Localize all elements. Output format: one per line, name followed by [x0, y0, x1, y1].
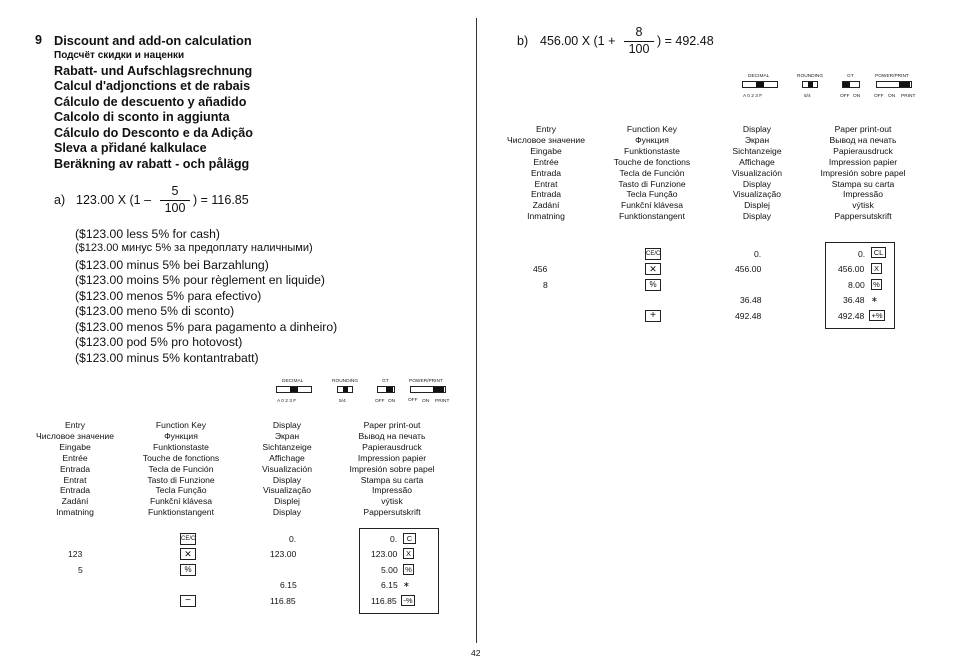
- table-header-paper: Вывод на печать: [829, 134, 897, 145]
- table-header-entry: Entry: [535, 124, 557, 134]
- example-a-denominator: 100: [164, 201, 186, 215]
- gt-on: ON: [853, 94, 861, 99]
- example-a-label: a): [54, 193, 66, 207]
- gt-switch: [377, 386, 395, 393]
- table-header-display: Sichtanzeige: [732, 145, 782, 156]
- table-header-paper: Вывод на печать: [358, 430, 426, 441]
- table-header-paper: výtisk: [852, 200, 874, 211]
- table-header-entry: Eingabe: [530, 145, 562, 156]
- table-header-display: Display: [272, 474, 302, 485]
- minus-key: −: [180, 595, 196, 607]
- decimal-switch: [276, 386, 312, 393]
- tape-value: 492.48: [838, 311, 865, 321]
- tape-symbol: ∗: [403, 580, 410, 589]
- tape-value: 6.15: [381, 580, 398, 590]
- power-print: PRINT: [901, 94, 916, 99]
- table-header-paper: Pappersutskrift: [834, 211, 892, 222]
- decimal-label: DECIMAL: [282, 379, 304, 384]
- table-header-entry: Числовое значение: [507, 134, 585, 145]
- table-header-display: Display: [272, 507, 302, 518]
- section-title-se: Beräkning av rabatt - och pålägg: [54, 157, 250, 171]
- power-label: POWER/PRINT: [875, 74, 909, 79]
- percent-key: %: [180, 564, 196, 576]
- table-header-function-key: Tasto di Funzione: [618, 178, 686, 189]
- table-header-entry: Entry: [64, 420, 86, 430]
- power-on: ON: [888, 94, 896, 99]
- entry-value: 456: [533, 264, 548, 274]
- table-header-display: Sichtanzeige: [262, 441, 312, 452]
- tape-symbol: C: [403, 533, 416, 544]
- power-switch: [876, 81, 912, 88]
- gt-label: GT: [847, 74, 854, 79]
- table-header-display: Visualização: [732, 189, 782, 200]
- plus-key: +: [645, 310, 661, 322]
- table-header-display: Visualização: [262, 485, 312, 496]
- desc-es: ($123.00 menos 5% para efectivo): [75, 289, 262, 303]
- table-header-paper: Paper print-out: [363, 420, 421, 430]
- power-on: ON: [422, 399, 430, 404]
- tape-value: 123.00: [371, 549, 398, 559]
- table-header-entry: Entrat: [63, 474, 87, 485]
- power-switch: [410, 386, 446, 393]
- table-header-paper: Impressão: [842, 189, 884, 200]
- table-header-entry: Zadání: [532, 200, 560, 211]
- table-header-display: Display: [742, 124, 772, 134]
- table-header-paper: Stampa su carta: [360, 474, 424, 485]
- example-b-prefix: 456.00 X (1 +: [540, 34, 616, 48]
- power-label: POWER/PRINT: [409, 379, 443, 384]
- desc-cz: ($123.00 pod 5% pro hotovost): [75, 335, 243, 349]
- desc-ru: ($123.00 минус 5% за предоплату наличными): [75, 242, 313, 254]
- table-header-display: Display: [742, 211, 772, 222]
- table-header-function-key: Touche de fonctions: [142, 452, 220, 463]
- gt-switch: [842, 81, 860, 88]
- table-header-function-key: Tasto di Funzione: [147, 474, 215, 485]
- rounding-positions: 5/4: [804, 94, 811, 99]
- multiply-key: ✕: [180, 548, 196, 560]
- desc-pt: ($123.00 menos 5% para pagamento a dinheiro): [75, 320, 338, 334]
- rounding-switch: [337, 386, 353, 393]
- table-header-display: Display: [742, 178, 772, 189]
- power-print: PRINT: [435, 399, 450, 404]
- tape-symbol: X: [403, 548, 414, 559]
- table-header-function-key: Tecla Função: [155, 485, 207, 496]
- example-b-label: b): [517, 34, 529, 48]
- tape-symbol: X: [871, 263, 882, 274]
- percent-key: %: [645, 279, 661, 291]
- tape-value: 456.00: [838, 264, 865, 274]
- tape-symbol: ∗: [871, 295, 878, 304]
- table-header-paper: Paper print-out: [834, 124, 892, 134]
- table-header-entry: Entrée: [533, 156, 559, 167]
- display-value: 123.00: [270, 549, 297, 559]
- table-header-entry: Entrat: [534, 178, 558, 189]
- entry-value: 8: [543, 280, 548, 290]
- display-value: 6.15: [280, 580, 297, 590]
- decimal-positions: A 0 2 3 F: [277, 399, 297, 404]
- table-header-function-key: Funktionstaste: [624, 145, 680, 156]
- display-value: 456.00: [735, 264, 762, 274]
- display-value: 116.85: [270, 596, 296, 606]
- table-header-function-key: Функция: [635, 134, 669, 145]
- table-header-display: Display: [272, 420, 302, 430]
- entry-value: 5: [78, 565, 83, 575]
- section-title-pt: Cálculo do Desconto e da Adição: [54, 126, 253, 140]
- table-header-paper: Impression papier: [357, 452, 427, 463]
- example-b-suffix: ) = 492.48: [657, 34, 714, 48]
- table-header-paper: Papierausdruck: [833, 145, 893, 156]
- table-header-display: Экран: [744, 134, 770, 145]
- section-title-it: Calcolo di sconto in aggiunta: [54, 110, 230, 124]
- table-header-display: Экран: [274, 430, 300, 441]
- table-header-entry: Eingabe: [59, 441, 91, 452]
- table-header-function-key: Funktionstangent: [148, 507, 214, 518]
- page-number: 42: [471, 648, 481, 658]
- table-header-function-key: Funktionstaste: [153, 441, 209, 452]
- section-title-en: Discount and add-on calculation: [54, 33, 252, 48]
- table-header-entry: Inmatning: [56, 507, 94, 518]
- table-header-paper: výtisk: [381, 496, 403, 507]
- table-header-entry: Entrada: [59, 485, 91, 496]
- tape-value: 116.85: [371, 596, 397, 606]
- table-header-entry: Entrada: [530, 167, 562, 178]
- table-header-function-key: Funkční klávesa: [149, 496, 213, 507]
- tape-symbol: %: [403, 564, 414, 575]
- multiply-key: ✕: [645, 263, 661, 275]
- section-title-ru: Подсчёт скидки и наценки: [54, 50, 185, 61]
- table-header-display: Visualización: [261, 463, 313, 474]
- table-header-display: Displej: [274, 496, 300, 507]
- display-value: 36.48: [740, 295, 762, 305]
- display-value: 0.: [754, 249, 762, 259]
- table-header-paper: Impresión sobre papel: [820, 167, 906, 178]
- table-header-display: Affichage: [269, 452, 305, 463]
- example-b-numerator: 8: [635, 25, 643, 39]
- table-header-entry: Inmatning: [527, 211, 565, 222]
- example-b-denominator: 100: [628, 42, 650, 56]
- decimal-label: DECIMAL: [748, 74, 770, 79]
- table-header-function-key: Funkční klávesa: [620, 200, 684, 211]
- section-title-es: Cálculo de descuento y añadido: [54, 95, 247, 109]
- table-header-paper: Impressão: [371, 485, 413, 496]
- desc-fr: ($123.00 moins 5% pour règlement en liquide): [75, 273, 325, 287]
- table-header-function-key: Function Key: [626, 124, 678, 134]
- table-header-display: Affichage: [739, 156, 775, 167]
- tape-symbol: +%: [869, 310, 885, 321]
- gt-off: OFF: [840, 94, 850, 99]
- table-header-function-key: Function Key: [155, 420, 207, 430]
- decimal-positions: A 0 2 3 F: [743, 94, 763, 99]
- table-header-function-key: Tecla de Función: [619, 167, 685, 178]
- page-divider: [476, 18, 477, 643]
- table-header-entry: Entrada: [530, 189, 562, 200]
- display-value: 0.: [289, 534, 297, 544]
- decimal-switch: [742, 81, 778, 88]
- tape-symbol: -%: [401, 595, 415, 606]
- gt-on: ON: [388, 399, 396, 404]
- example-a-numerator: 5: [171, 184, 179, 198]
- entry-value: 123: [68, 549, 83, 559]
- table-header-entry: Entrée: [62, 452, 88, 463]
- table-header-paper: Impression papier: [828, 156, 898, 167]
- clear-key: CE/C: [645, 248, 661, 260]
- desc-se: ($123.00 minus 5% kontantrabatt): [75, 351, 259, 365]
- desc-it: ($123.00 meno 5% di sconto): [75, 304, 235, 318]
- power-off: OFF: [408, 398, 418, 403]
- tape-symbol: %: [871, 279, 882, 290]
- table-header-function-key: Tecla de Función: [148, 463, 214, 474]
- section-title-fr: Calcul d'adjonctions et de rabais: [54, 79, 251, 93]
- power-off: OFF: [874, 94, 884, 99]
- tape-symbol: CL: [871, 247, 886, 258]
- table-header-function-key: Tecla Função: [626, 189, 678, 200]
- table-header-paper: Papierausdruck: [362, 441, 422, 452]
- gt-label: GT: [382, 379, 389, 384]
- rounding-positions: 5/4: [339, 399, 346, 404]
- tape-value: 0.: [858, 249, 866, 259]
- desc-en: ($123.00 less 5% for cash): [75, 227, 220, 241]
- clear-key: CE/C: [180, 533, 196, 545]
- table-header-function-key: Функция: [164, 430, 198, 441]
- tape-value: 0.: [390, 534, 398, 544]
- display-value: 492.48: [735, 311, 762, 321]
- table-header-entry: Zadání: [61, 496, 89, 507]
- table-header-display: Visualización: [731, 167, 783, 178]
- table-header-paper: Pappersutskrift: [363, 507, 421, 518]
- table-header-display: Displej: [744, 200, 770, 211]
- example-a-suffix: ) = 116.85: [193, 193, 249, 207]
- rounding-label: ROUNDING: [332, 379, 359, 384]
- table-header-paper: Stampa su carta: [831, 178, 895, 189]
- rounding-switch: [802, 81, 818, 88]
- table-header-entry: Числовое значение: [36, 430, 114, 441]
- section-title-cz: Sleva a přidané kalkulace: [54, 141, 207, 155]
- desc-de: ($123.00 minus 5% bei Barzahlung): [75, 258, 269, 272]
- gt-off: OFF: [375, 399, 385, 404]
- tape-value: 5.00: [381, 565, 398, 575]
- tape-value: 36.48: [843, 295, 865, 305]
- table-header-entry: Entrada: [59, 463, 91, 474]
- tape-value: 8.00: [848, 280, 865, 290]
- table-header-paper: Impresión sobre papel: [349, 463, 435, 474]
- example-a-prefix: 123.00 X (1 –: [76, 193, 152, 207]
- section-title-de: Rabatt- und Aufschlagsrechnung: [54, 64, 253, 78]
- section-number: 9: [35, 33, 43, 47]
- table-header-function-key: Funktionstangent: [619, 211, 685, 222]
- table-header-function-key: Touche de fonctions: [613, 156, 691, 167]
- rounding-label: ROUNDING: [797, 74, 824, 79]
